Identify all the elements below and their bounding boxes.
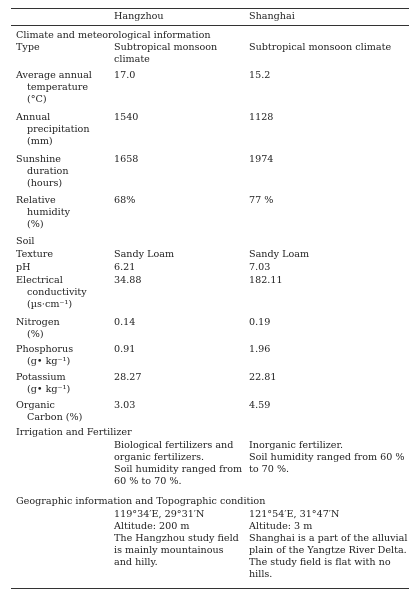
sh-geo-3: Shanghai is a part of the alluvial (249, 533, 408, 544)
sh-geo-1: 121°54′E, 31°47′N (249, 509, 340, 520)
hz-ph: 6.21 (114, 262, 136, 273)
hz-geo-3: The Hangzhou study field (114, 533, 239, 544)
label-precip-2: precipitation (27, 124, 90, 135)
hz-potassium: 28.27 (114, 372, 142, 383)
label-p-1: Phosphorus (16, 344, 74, 355)
sh-phosphorus: 1.96 (249, 344, 271, 355)
hz-ec: 34.88 (114, 275, 142, 286)
hz-geo-2: Altitude: 200 m (114, 521, 190, 532)
label-temp-1: Average annual (16, 70, 92, 81)
hz-precip: 1540 (114, 112, 139, 123)
label-sun-3: (hours) (27, 178, 63, 189)
label-temp-2: temperature (27, 82, 89, 93)
header-shanghai: Shanghai (249, 11, 295, 22)
label-sun-1: Sunshine (16, 154, 61, 165)
sh-nitrogen: 0.19 (249, 317, 271, 328)
label-ec-2: conductivity (27, 287, 87, 298)
label-ph: pH (16, 262, 31, 273)
hz-humidity: 68% (114, 195, 136, 206)
sh-texture: Sandy Loam (249, 249, 310, 260)
bottom-rule (11, 588, 409, 589)
sh-ph: 7.03 (249, 262, 271, 273)
section-geo: Geographic information and Topographic condition (16, 496, 266, 507)
label-c-2: Carbon (%) (27, 412, 83, 423)
hz-texture: Sandy Loam (114, 249, 175, 260)
hz-geo-1: 119°34′E, 29°31′N (114, 509, 205, 520)
label-texture: Texture (16, 249, 54, 260)
hz-carbon: 3.03 (114, 400, 136, 411)
hz-sunshine: 1658 (114, 154, 139, 165)
sh-potassium: 22.81 (249, 372, 277, 383)
label-sun-2: duration (27, 166, 69, 177)
hz-nitrogen: 0.14 (114, 317, 136, 328)
label-hum-2: humidity (27, 207, 71, 218)
label-ec-3: (µs·cm⁻¹) (27, 299, 73, 310)
sh-geo-2: Altitude: 3 m (249, 521, 313, 532)
label-ec-1: Electrical (16, 275, 63, 286)
section-climate: Climate and meteorological information (16, 30, 211, 41)
section-soil: Soil (16, 236, 35, 247)
sh-irr-1: Inorganic fertilizer. (249, 440, 344, 451)
sh-temp: 15.2 (249, 70, 271, 81)
sh-irr-2: Soil humidity ranged from 60 % (249, 452, 405, 463)
hz-type-2: climate (114, 54, 150, 65)
hz-irr-3: Soil humidity ranged from (114, 464, 243, 475)
sh-geo-6: hills. (249, 569, 273, 580)
label-hum-1: Relative (16, 195, 56, 206)
label-k-2: (g• kg⁻¹) (27, 384, 71, 395)
sh-geo-4: plain of the Yangtze River Delta. (249, 545, 407, 556)
header-rule (11, 25, 409, 26)
hz-temp: 17.0 (114, 70, 136, 81)
hz-type-1: Subtropical monsoon (114, 42, 218, 53)
label-precip-1: Annual (16, 112, 51, 123)
hz-irr-4: 60 % to 70 %. (114, 476, 182, 487)
label-type: Type (16, 42, 40, 53)
sh-carbon: 4.59 (249, 400, 271, 411)
label-temp-3: (°C) (27, 94, 47, 105)
label-p-2: (g• kg⁻¹) (27, 356, 71, 367)
label-n-2: (%) (27, 329, 44, 340)
sh-humidity: 77 % (249, 195, 274, 206)
section-irrigation: Irrigation and Fertilizer (16, 427, 132, 438)
label-k-1: Potassium (16, 372, 66, 383)
label-c-1: Organic (16, 400, 55, 411)
label-precip-3: (mm) (27, 136, 53, 147)
hz-phosphorus: 0.91 (114, 344, 136, 355)
hz-irr-1: Biological fertilizers and (114, 440, 234, 451)
sh-sunshine: 1974 (249, 154, 274, 165)
sh-type: Subtropical monsoon climate (249, 42, 392, 53)
sh-irr-3: to 70 %. (249, 464, 290, 475)
sh-geo-5: The study field is flat with no (249, 557, 391, 568)
sh-ec: 182.11 (249, 275, 283, 286)
top-rule (11, 8, 409, 9)
sh-precip: 1128 (249, 112, 274, 123)
label-hum-3: (%) (27, 219, 44, 230)
hz-irr-2: organic fertilizers. (114, 452, 205, 463)
header-hangzhou: Hangzhou (114, 11, 164, 22)
label-n-1: Nitrogen (16, 317, 60, 328)
hz-geo-4: is mainly mountainous (114, 545, 224, 556)
hz-geo-5: and hilly. (114, 557, 158, 568)
